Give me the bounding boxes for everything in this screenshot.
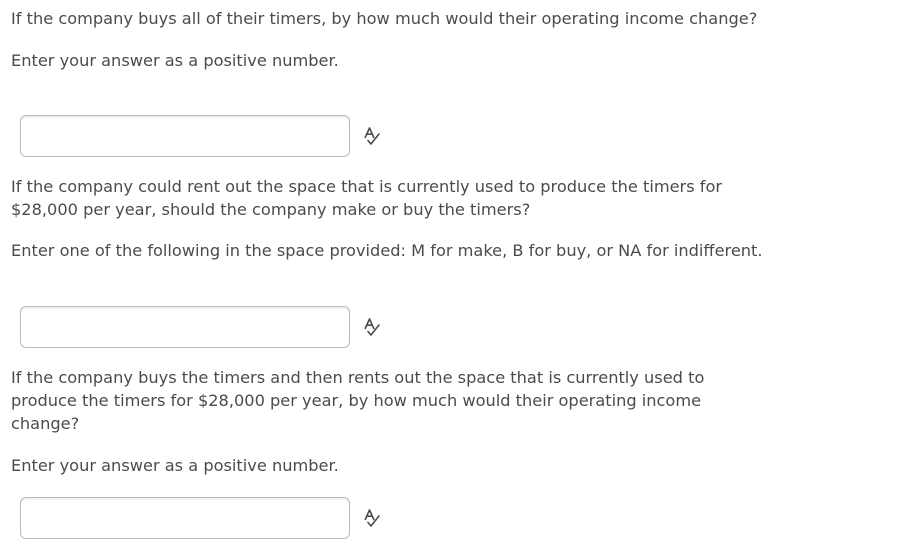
answer-row-3: [20, 497, 400, 539]
question-1: [11, 7, 771, 72]
spell-check-icon[interactable]: [362, 317, 382, 337]
question-2-instruction: Enter one of the following in the space provided: M for make, B for buy, or NA for indifferent.: [11, 241, 763, 260]
question-3: [11, 366, 771, 477]
answer-input-3[interactable]: [20, 497, 350, 539]
question-3-instruction: Enter your answer as a positive number.: [11, 456, 339, 475]
question-3-text: If the company buys the timers and then rents out the space that is currently used to produce the timers for $28,000 per year, by how much would their operating income change?: [11, 368, 705, 433]
answer-input-1[interactable]: [20, 115, 350, 157]
spell-check-icon[interactable]: [362, 126, 382, 146]
question-1-instruction: Enter your answer as a positive number.: [11, 51, 339, 70]
question-2: [11, 175, 771, 262]
answer-row-2: [20, 306, 400, 348]
question-1-text: If the company buys all of their timers, by how much would their operating income change?: [11, 9, 758, 28]
answer-input-2[interactable]: [20, 306, 350, 348]
question-2-text: If the company could rent out the space that is currently used to produce the timers for $28,000 per year, should the company make or buy the timers?: [11, 177, 723, 219]
spell-check-icon[interactable]: [362, 508, 382, 528]
answer-row-1: [20, 115, 400, 157]
